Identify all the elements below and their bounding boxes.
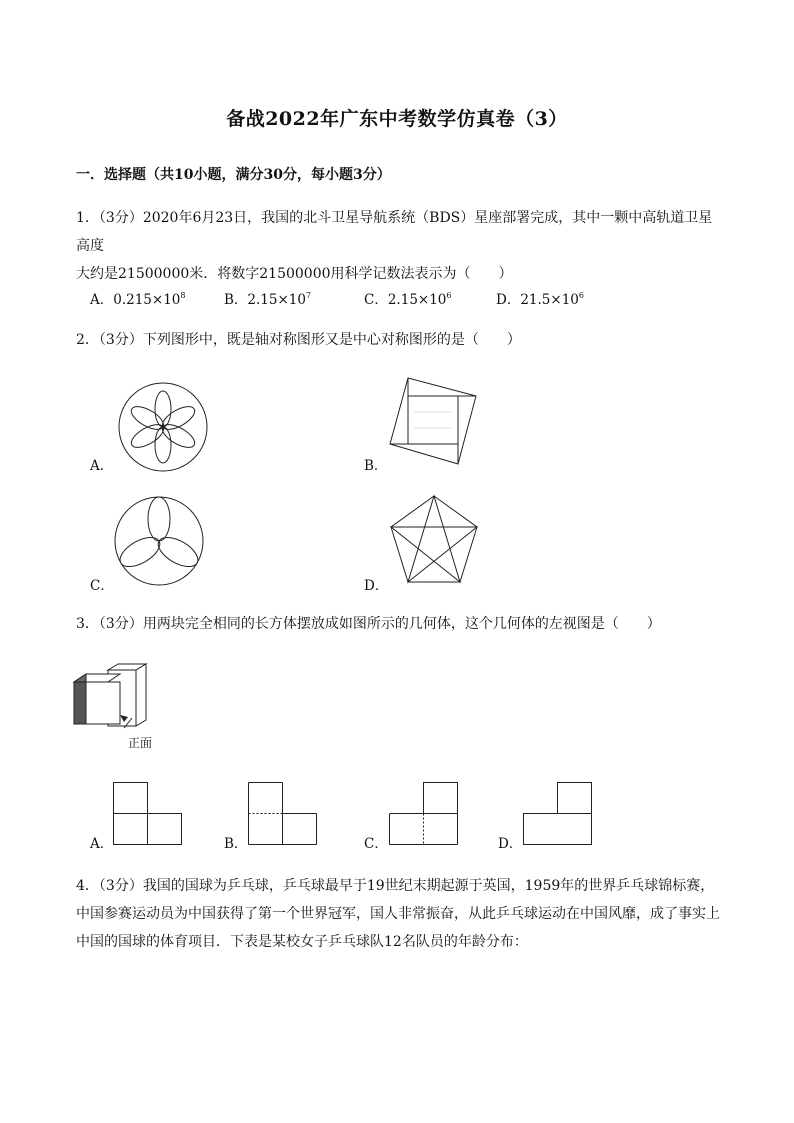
option-base: 0.215×10 bbox=[113, 292, 181, 308]
option-letter: C． bbox=[364, 292, 388, 308]
question-2: 2．（3分）下列图形中，既是轴对称图形又是中心对称图形的是（ ） bbox=[76, 332, 521, 348]
option-letter: B． bbox=[224, 292, 248, 308]
q3-option-c-label[interactable]: C． bbox=[364, 836, 388, 852]
q3-option-a-figure bbox=[113, 782, 183, 846]
q2-option-b-label[interactable]: B． bbox=[364, 458, 388, 474]
q1-option-c[interactable] bbox=[364, 288, 452, 308]
option-letter: A． bbox=[90, 292, 114, 308]
q3-option-d-label[interactable]: D． bbox=[498, 836, 523, 852]
question-1 bbox=[76, 204, 726, 288]
q1-option-b[interactable] bbox=[224, 288, 311, 308]
q2-option-c-label[interactable]: C． bbox=[90, 578, 114, 594]
front-label: 正面 bbox=[128, 736, 153, 750]
option-base: 21.5×10 bbox=[520, 292, 579, 308]
q1-option-d[interactable] bbox=[496, 288, 584, 308]
option-base: 2.15×10 bbox=[387, 292, 447, 308]
option-exponent: 8 bbox=[180, 291, 186, 300]
option-base: 2.15×10 bbox=[247, 292, 306, 308]
q2-figure-c bbox=[114, 496, 204, 586]
question-4-line-1: 4．（3分）我国的国球为乒乓球，乒乓球最早于19世纪末期起源于英国，1959年的世界乒乓球锦标赛， bbox=[76, 878, 715, 894]
q3-option-b-label[interactable]: B． bbox=[224, 836, 248, 852]
question-1-line-1: 1．（3分）2020年6月23日，我国的北斗卫星导航系统（BDS）星座部署完成，其中一颗中高轨道卫星高度 bbox=[76, 210, 713, 254]
q3-option-a-label[interactable]: A． bbox=[90, 836, 114, 852]
question-3: 3．（3分）用两块完全相同的长方体摆放成如图所示的几何体，这个几何体的左视图是（ ） bbox=[76, 616, 661, 632]
option-exponent: 7 bbox=[305, 291, 312, 300]
q3-option-c-figure bbox=[389, 782, 459, 846]
q3-option-b-figure bbox=[248, 782, 318, 846]
option-exponent: 6 bbox=[578, 291, 584, 300]
q2-option-d-label[interactable]: D． bbox=[364, 578, 389, 594]
section-header: 一．选择题（共10小题，满分30分，每小题3分） bbox=[76, 167, 391, 183]
question-4-line-3: 中国的国球的体育项目．下表是某校女子乒乓球队12名队员的年龄分布： bbox=[76, 934, 528, 950]
q2-figure-a bbox=[118, 382, 208, 472]
option-exponent: 6 bbox=[446, 291, 452, 300]
q1-option-a[interactable] bbox=[90, 288, 185, 308]
q3-option-d-figure bbox=[523, 782, 593, 846]
page-title: 备战2022年广东中考数学仿真卷（3） bbox=[226, 108, 568, 130]
q3-solid-figure bbox=[72, 662, 152, 732]
q2-option-a-label[interactable]: A． bbox=[90, 458, 114, 474]
question-4 bbox=[76, 872, 736, 956]
question-4-line-2: 中国参赛运动员为中国获得了第一个世界冠军，国人非常振奋，从此乒乓球运动在中国风靡，成了事实上 bbox=[76, 906, 720, 922]
q2-figure-b bbox=[388, 376, 478, 466]
q2-figure-d bbox=[388, 494, 480, 584]
option-letter: D． bbox=[496, 292, 521, 308]
question-1-line-2: 大约是21500000米．将数字21500000用科学记数法表示为（ ） bbox=[76, 266, 513, 282]
